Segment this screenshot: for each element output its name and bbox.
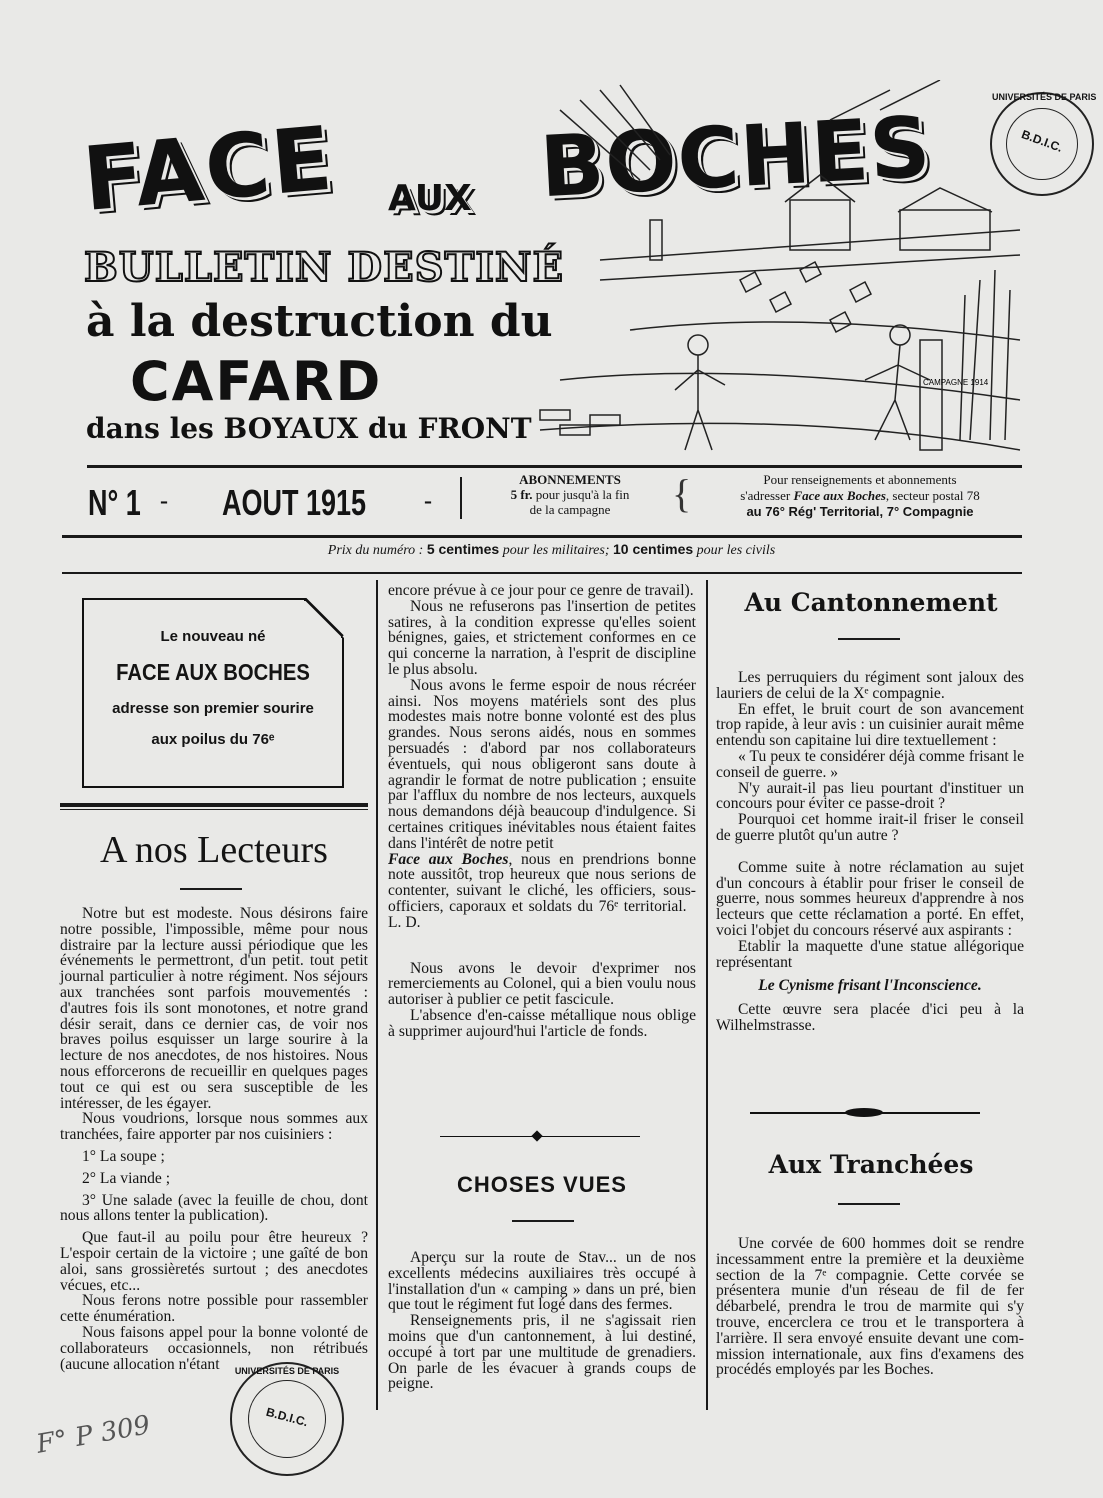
- divider: [512, 1220, 574, 1222]
- paragraph: Nous ferons notre possible pour rassembler cette énumération.: [60, 1292, 368, 1326]
- paragraph: L'absence d'en-caisse métallique nous oblige à supprimer aujourd'hui l'article de fonds.: [388, 1006, 696, 1040]
- paragraph: Nous voudrions, lorsque nous sommes aux tranchées, faire apporter par nos cuisiniers :: [60, 1110, 368, 1144]
- article-title-cantonnement: Au Cantonnement: [744, 588, 998, 617]
- article-title-tranchees: Aux Tranchées: [768, 1150, 974, 1179]
- library-stamp: [230, 1362, 344, 1476]
- article-choses-vues: [388, 1250, 696, 1392]
- paragraph: Nous avons le ferme espoir de nous récréer ainsi. Nos moyens matériels sont des plus modestes mais notre bonne volonté est des plus grandes. Nous serons aidés, nous en sommes persuadés : d'abord par nos collaborateurs éventuels, qui nous obligeront sans doute à agrandir le format de notre publication ; ensuite par l'afflux du nombre de nos lecteurs, auxquels nous demandons déjà beaucoup d'indulgence. Si certaines critiques inévitables nous étaient faites dans l'intérêt de notre petit: [388, 676, 696, 852]
- divider: [60, 803, 368, 807]
- ornament-icon: [845, 1108, 883, 1117]
- paragraph: Une corvée de 600 hommes doit se rendre incessamment entre la première et la deuxième section de la 7ᵉ compagnie. Cette corvée se présentera munie d'un réseau de fil de fer débarbelé, prendra le trou de marmite qui s'y trouve, encerclera ce trou et le transportera à l'arrière. Il sera envoyé ensuite devant une commission internationale, aux fins d'examens des procédés employés par les Boches.: [716, 1235, 1024, 1379]
- subscriptions-text: pour jusqu'à la fin: [535, 487, 630, 502]
- divider: [838, 1203, 900, 1205]
- title-face: FACE: [79, 106, 338, 231]
- contact-line3: au 76° Rég' Territorial, 7° Compagnie: [746, 504, 974, 519]
- library-stamp: [990, 92, 1097, 196]
- list-item: 1° La soupe ;: [82, 1147, 165, 1165]
- italic-title: Face aux Boches: [388, 850, 509, 868]
- paragraph: Nous faisons appel pour la bonne volonté de collaborateurs occasionnels, non rétribués (aucune allocation n'étant: [60, 1323, 368, 1373]
- announcement-box: [82, 598, 344, 788]
- article-cantonnement: [716, 670, 1024, 1034]
- folded-corner-icon: [304, 598, 344, 638]
- price-military: 5 centimes: [426, 541, 500, 557]
- brace-icon: {: [672, 471, 692, 516]
- quote: « Tu peux te considérer déjà comme frisant le conseil de guerre. »: [716, 747, 1024, 781]
- contact-block: [700, 472, 1020, 520]
- italic-statement: Le Cynisme frisant l'Inconscience.: [758, 977, 982, 995]
- price-military-text: pour les militaires;: [502, 543, 610, 558]
- issue-date: AOUT 1915: [222, 482, 367, 523]
- divider: [180, 888, 242, 890]
- paragraph: Renseignements pris, il ne s'agissait rien moins que d'un cantonnement, à lui destiné, occupé à tort par une multitude de grenadiers. On parle de les évacuer à grands coups de peigne.: [388, 1312, 696, 1393]
- announcement-line1: Le nouveau né: [160, 628, 266, 645]
- illustration-label: CAMPAGNE 1914: [923, 378, 989, 387]
- price-civil: 10 centimes: [613, 541, 694, 557]
- title-aux: AUX: [388, 178, 472, 219]
- line-bulletin: BULLETIN DESTINÉ: [84, 244, 564, 291]
- paragraph: Les perruquiers du régiment sont jaloux des lauriers de celui de la Xᵉ compagnie.: [716, 669, 1024, 702]
- list-item: 3° Une salade (avec la feuille de chou, dont nous allons tenter la publication).: [60, 1191, 368, 1225]
- announcement-line4: aux poilus du 76ᵉ: [151, 731, 275, 748]
- diamond-ornament-icon: [531, 1130, 542, 1141]
- issue-number: N° 1: [88, 482, 141, 523]
- contact-post: , secteur postal 78: [885, 488, 980, 503]
- signature: L. D.: [388, 913, 421, 931]
- price-line: [0, 541, 1103, 559]
- contact-pre: s'adresser: [740, 488, 791, 503]
- article-tranchees: [716, 1236, 1024, 1378]
- line-boyaux: dans les BOYAUX du FRONT: [86, 412, 532, 445]
- paragraph: encore prévue à ce jour pour ce genre de travail).: [388, 582, 694, 599]
- divider: [87, 465, 1022, 468]
- title-boches: BOCHES: [537, 97, 934, 217]
- article-lecteurs-part1: [60, 906, 368, 1372]
- divider: [60, 809, 368, 810]
- contact-name: Face aux Boches: [793, 488, 886, 503]
- separator: -: [160, 488, 168, 514]
- contact-line1: Pour renseignements et abonnements: [763, 472, 957, 487]
- subscriptions-text2: de la campagne: [529, 502, 611, 517]
- article-title-lecteurs: A nos Lecteurs: [100, 829, 328, 871]
- paragraph: Que faut-il au poilu pour être heureux ? L'espoir certain de la victoire ; une gaîté de bon aloi, sans grossièretés surtout ; des anecdotes vécues, etc...: [60, 1229, 368, 1294]
- divider: [62, 535, 1022, 538]
- article-title-choses-vues: CHOSES VUES: [457, 1172, 627, 1197]
- paragraph: Aperçu sur la route de Stav... un de nos excellents médecins auxiliaires très occupé à l'installation d'un « camping » dans un pré, bien que tout le régiment fut logé dans des fermes.: [388, 1249, 696, 1314]
- paragraph: Comme suite à notre réclamation au sujet d'un concours à établir pour friser le conseil de guerre, nous sommes heureux d'apprendre à nos lecteurs que cette réclamation a porté. En effet, voici l'objet du concours réservé aux aspirants :: [716, 858, 1024, 939]
- stamp-ring-text: UNIVERSITÉS DE PARIS: [234, 1366, 340, 1376]
- paragraph: Etablir la maquette d'une statue allégorique représentant: [716, 937, 1024, 971]
- handwritten-shelfmark: F° P 309: [34, 1410, 153, 1460]
- paragraph: N'y aurait-il pas lieu pourtant d'instituer un concours pour éviter ce passe-droit ?: [716, 779, 1024, 813]
- paragraph: Nous avons le devoir d'exprimer nos remerciements au Colonel, qui a bien voulu nous autoriser à publier ce petit fascicule.: [388, 959, 696, 1009]
- column-divider: [376, 580, 378, 1410]
- paragraph: , nous en prendrions bonne note aussitôt, trop heureux que nous serions de contenter, suivant le cliché, les officiers, sous-officiers, caporaux et soldats du 76ᵉ territorial.: [388, 850, 696, 915]
- divider: [62, 572, 1022, 574]
- trench-illustration: [500, 80, 1040, 460]
- paragraph: Nous ne refuserons pas l'insertion de petites satires, à la condition expresse qu'elles soient bénignes, gaies, et strictement conformes en ce qui concerne la narration, à l'esprit de discipline le plus absolu.: [388, 597, 696, 678]
- subscriptions-price: 5 fr.: [510, 487, 533, 502]
- stamp-center-text: B.D.I.C.: [1019, 127, 1065, 155]
- subscriptions-title: ABONNEMENTS: [519, 472, 621, 487]
- announcement-line3: adresse son premier sourire: [112, 700, 314, 717]
- stamp-ring-text: UNIVERSITÉS DE PARIS: [992, 92, 1097, 102]
- paragraph: Pourquoi cet homme irait-il friser le conseil de guerre plutôt qu'un autre ?: [716, 811, 1024, 844]
- divider: [838, 638, 900, 640]
- stamp-center-text: B.D.I.C.: [264, 1404, 310, 1430]
- paragraph: En effet, le bruit court de son avancement trop rapide, à leur avis : un cuisinier aurait même entendu son capitaine lui dire textuellement :: [716, 700, 1024, 750]
- price-civil-text: pour les civils: [696, 543, 776, 558]
- line-destruction: à la destruction du: [86, 296, 553, 347]
- line-cafard: CAFARD: [130, 350, 383, 413]
- paragraph: Notre but est modeste. Nous désirons faire notre possible, l'impossible, même pour nous distraire par la lecture aussi périodique que les événements le permettront, d'un petit. tout petit journal particulier à notre régiment. Nos séjours aux tranchées sont parfois mouvementés : d'autres fois ils sont monotones, et notre grand désir serait, dans ce dernier cas, de voir nos braves poilus esquisser un large sourire à la lecture de nos anecdotes, de nos histoires. Nous nous efforcerons de recueillir en quelques pages tout ce qui est ou sera susceptible de les intéresser, de les égayer.: [60, 905, 368, 1112]
- list-item: 2° La viande ;: [82, 1169, 171, 1187]
- article-lecteurs-part2: [388, 583, 696, 1040]
- price-pre: Prix du numéro :: [327, 543, 424, 558]
- divider: [460, 477, 462, 519]
- paragraph: Cette œuvre sera placée d'ici peu à la Wilhelmstrasse.: [716, 1001, 1024, 1034]
- column-divider: [706, 580, 708, 1410]
- separator: -: [424, 488, 432, 514]
- announcement-line2: FACE AUX BOCHES: [116, 659, 310, 685]
- subscriptions-block: [470, 472, 670, 517]
